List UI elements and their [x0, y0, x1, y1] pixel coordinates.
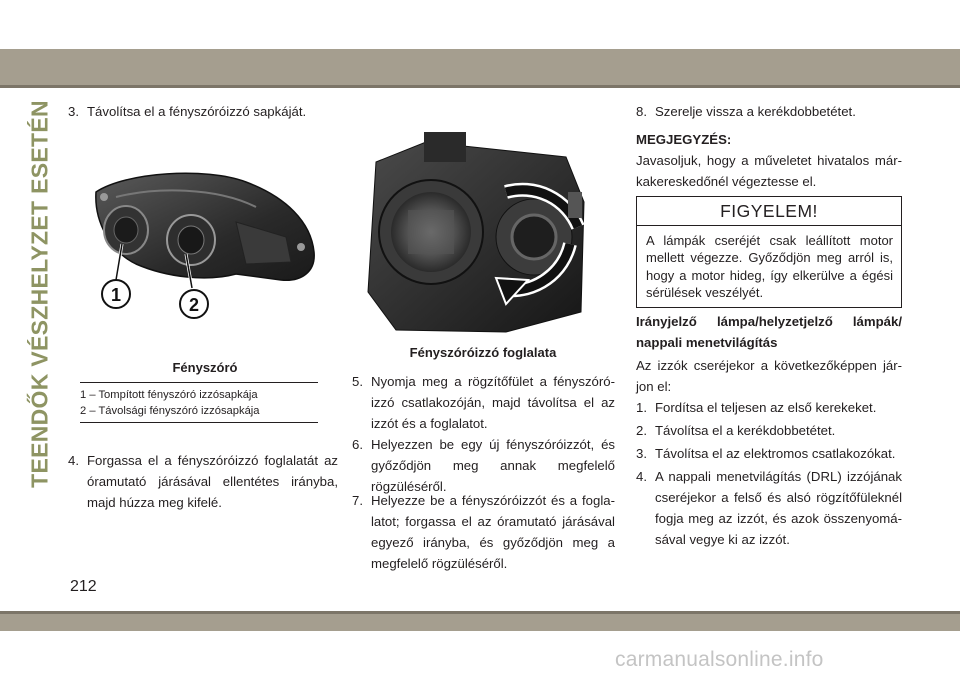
step-text: Helyezze be a fényszóróizzót és a fogla-latot; forgassa el az óramutató járásával egyező irányba, és győződjön meg a megfelelő rögzüléséről. [371, 493, 615, 571]
step-text: Helyezzen be egy új fényszóróizzót, és győződjön meg annak megfelelő rögzüléséről. [371, 437, 615, 494]
callout-1: 1 [110, 285, 122, 305]
step-number: 7. [352, 493, 363, 508]
intro-text: Az izzók cseréjekor a következőképpen jár-jon el: [636, 358, 902, 394]
warning-text: A lámpák cseréjét csak leállított motor mellett végezze. Győződjön meg arról is, hogy a motor hideg, így elkerülve a égési sérülések veszélyét. [646, 233, 893, 301]
list-number: 4. [636, 469, 647, 484]
header-bar [0, 49, 960, 85]
figure-caption: Fényszóró [172, 360, 238, 375]
header-rule [0, 85, 960, 88]
list-item [636, 397, 902, 418]
list-number: 2. [636, 423, 647, 438]
step-number: 3. [68, 104, 79, 119]
list-text: A nappali menetvilágítás (DRL) izzójának cseréjekor a felső és alsó rögzítőfüleknél fogja meg az izzót, és azok összenyomá-sával vegye ki az izzót. [655, 469, 902, 547]
bulb-socket-image [356, 132, 588, 340]
step-4 [68, 450, 338, 513]
caption-rule [80, 382, 318, 383]
note-text: Javasoljuk, hogy a műveletet hivatalos már-kakereskedőnél végeztesse el. [636, 153, 902, 189]
list-item [636, 443, 902, 464]
legend-rule [80, 422, 318, 423]
headlamp-image [86, 152, 322, 334]
step-6 [352, 434, 615, 497]
list-number: 1. [636, 400, 647, 415]
list-text: Távolítsa el a kerékdobbetétet. [655, 423, 836, 438]
step-7 [352, 490, 615, 574]
list-item [636, 420, 902, 441]
step-text: Szerelje vissza a kerékdobbetétet. [655, 104, 856, 119]
watermark[interactable]: carmanualsonline.info [615, 648, 824, 671]
step-number: 6. [352, 437, 363, 452]
step-text: Távolítsa el a fényszóróizzó sapkáját. [87, 104, 307, 119]
list-text: Fordítsa el teljesen az első kerekeket. [655, 400, 877, 415]
step-5 [352, 371, 615, 434]
list-number: 3. [636, 446, 647, 461]
page-number: 212 [70, 578, 97, 595]
warning-box [636, 196, 902, 308]
list-item [636, 466, 902, 550]
header-band [0, 0, 960, 85]
figure-caption: Fényszóróizzó foglalata [409, 345, 557, 360]
legend-item: 2 – Távolsági fényszóró izzósapkája [80, 405, 260, 417]
step-number: 8. [636, 104, 647, 119]
legend-item: 1 – Tompított fényszóró izzósapkája [80, 389, 258, 401]
note-title: MEGJEGYZÉS: [636, 132, 732, 147]
warning-title: FIGYELEM! [637, 197, 901, 226]
step-number: 4. [68, 453, 79, 468]
step-8 [636, 101, 902, 122]
subheading: Irányjelző lámpa/helyzetjelző lámpák/ nappali menetvilágítás [636, 314, 902, 350]
step-3 [68, 101, 338, 122]
section-tab [26, 100, 53, 488]
footer-bar [0, 614, 960, 631]
callout-2: 2 [188, 295, 200, 315]
step-text: Nyomja meg a rögzítőfület a fényszóró-izzó csatlakozóján, majd távolítsa el az izzót és a foglalatot. [371, 374, 615, 431]
list-text: Távolítsa el az elektromos csatlakozókat. [655, 446, 896, 461]
section-title: TEENDŐK VÉSZHELYZET ESETÉN [26, 100, 53, 488]
step-text: Forgassa el a fényszóróizzó foglalatát az óramutató járásával ellentétes irányba, majd húzza meg kifelé. [87, 453, 338, 510]
step-number: 5. [352, 374, 363, 389]
